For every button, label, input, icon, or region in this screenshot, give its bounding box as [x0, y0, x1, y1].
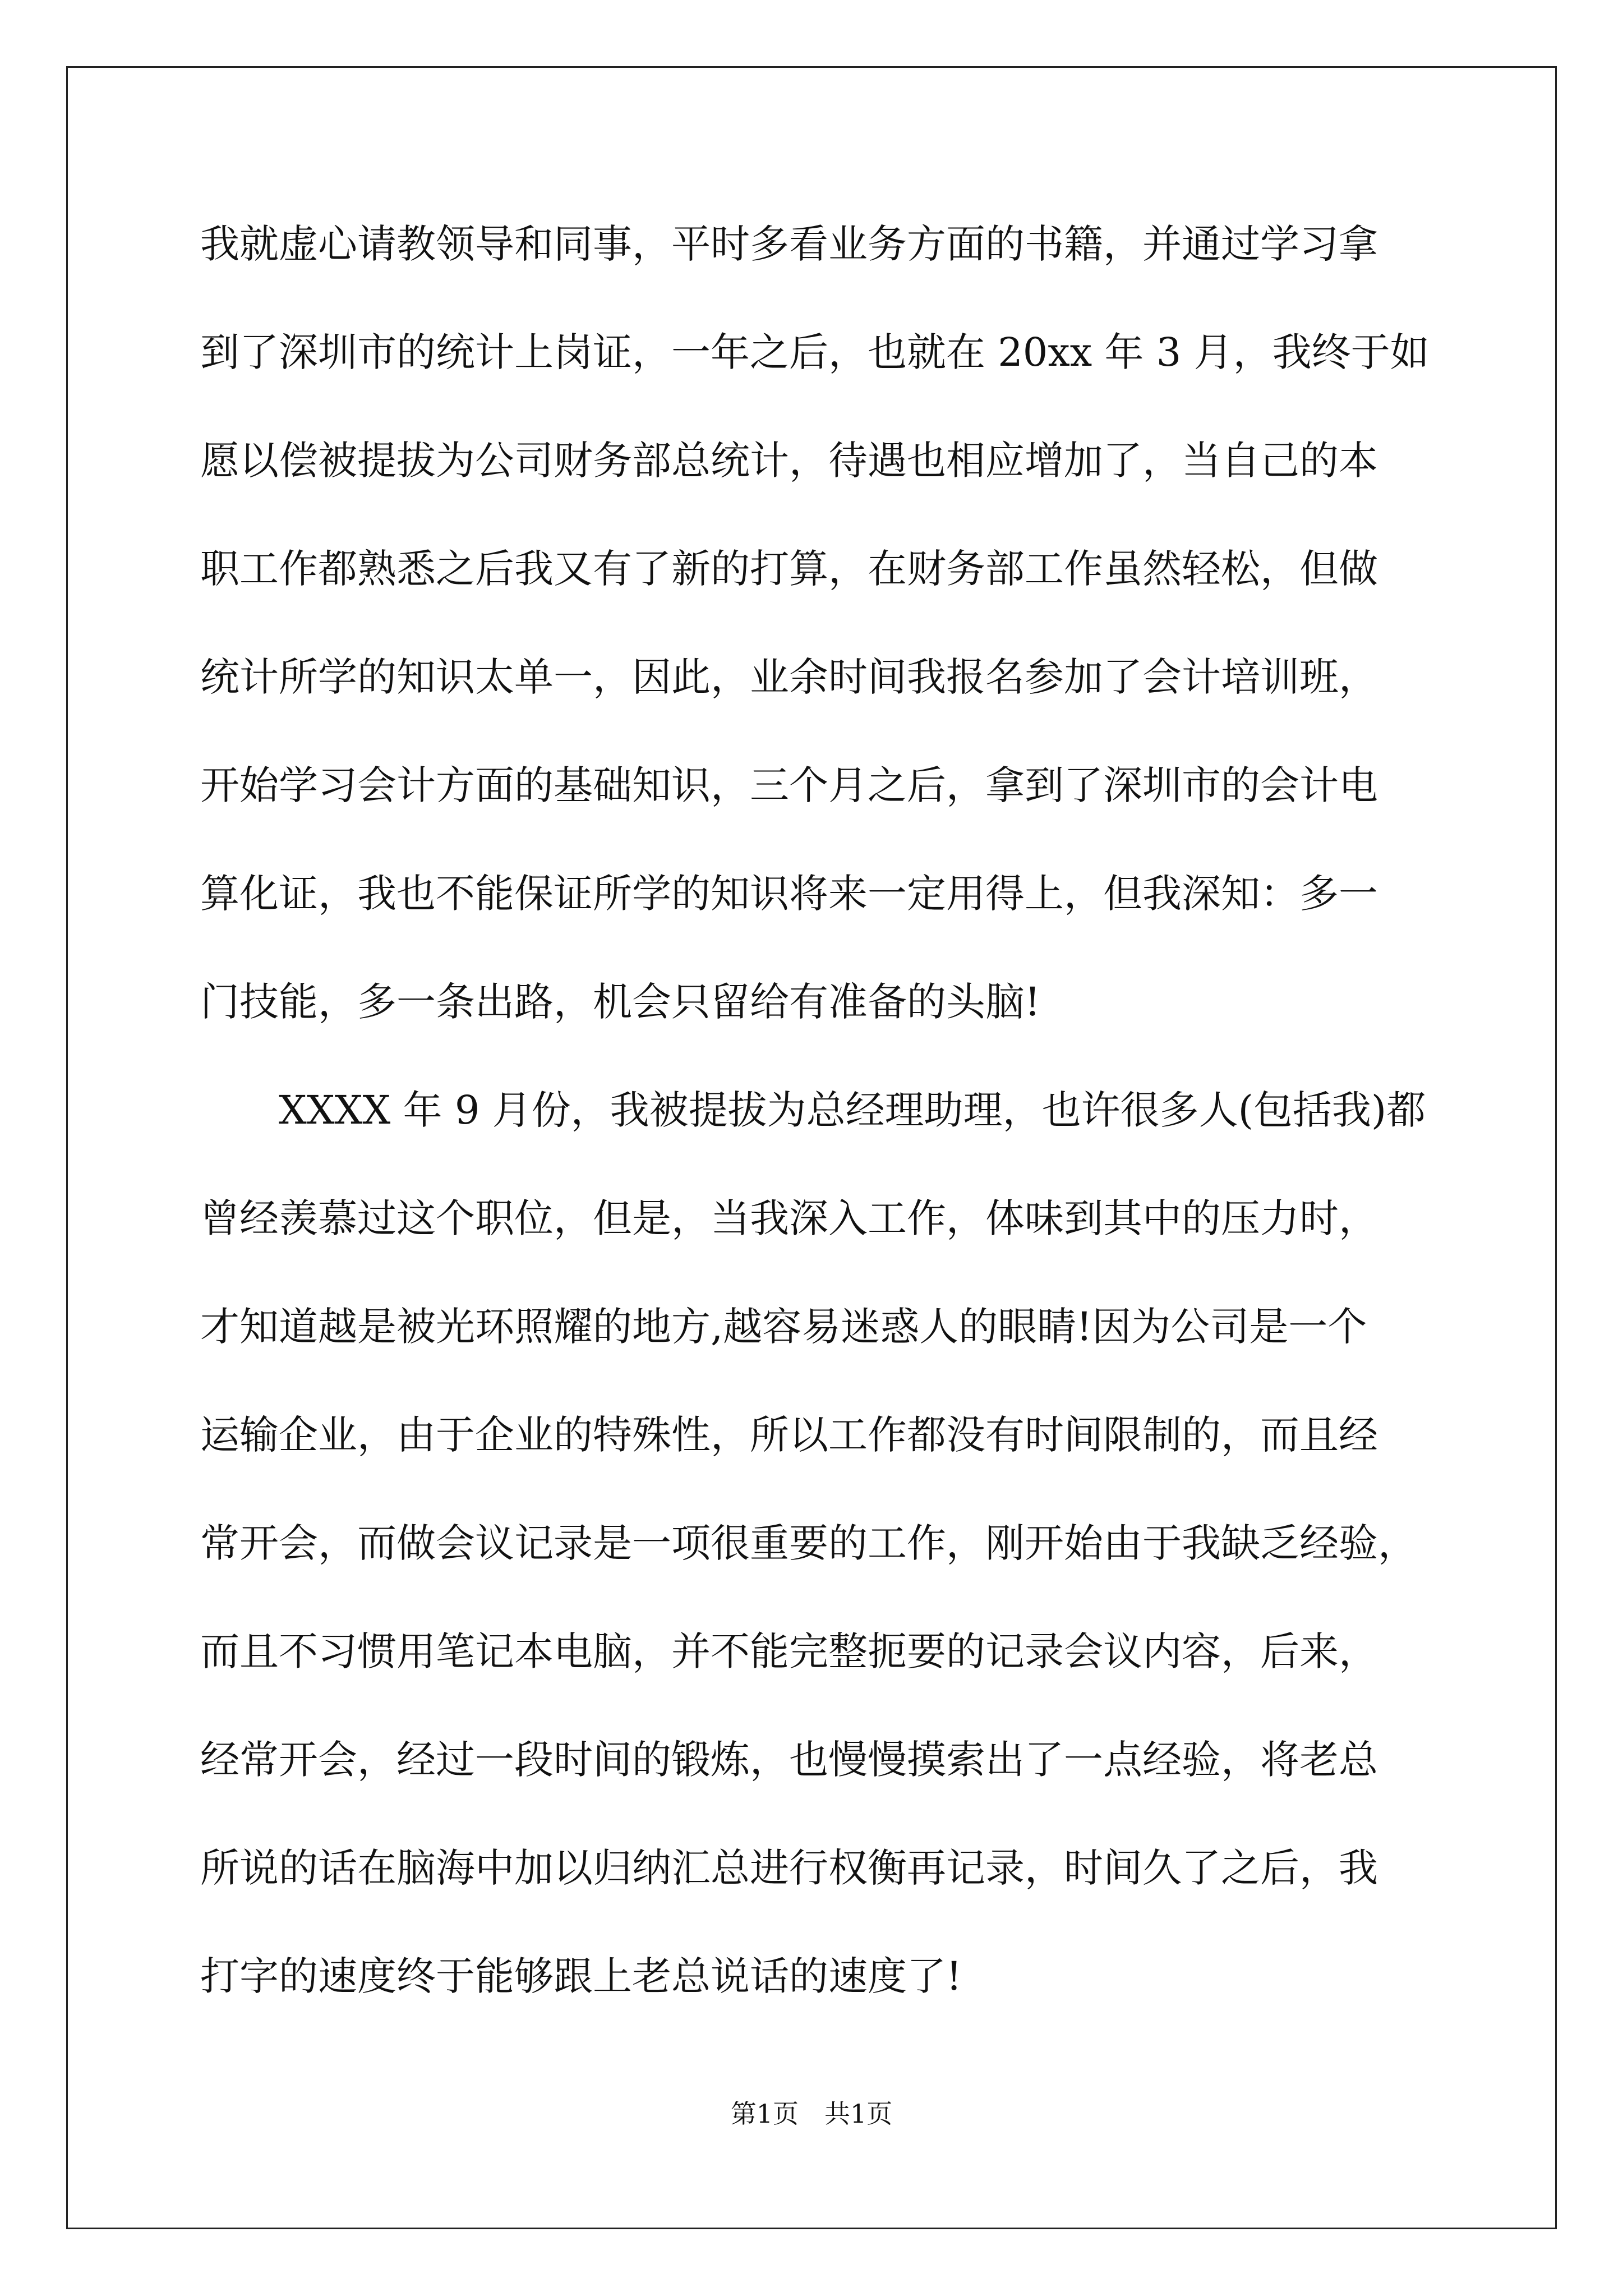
text-line: 所说的话在脑海中加以归纳汇总进行权衡再记录，时间久了之后，我 — [200, 1845, 1378, 1891]
page-footer — [0, 2097, 1623, 2131]
text-line: 算化证，我也不能保证所学的知识将来一定用得上，但我深知：多一 — [200, 871, 1378, 917]
text-line: 打字的速度终于能够跟上老总说话的速度了! — [200, 1953, 962, 1999]
text-line: 常开会，而做会议记录是一项很重要的工作，刚开始由于我缺乏经验， — [200, 1520, 1417, 1566]
text-line: 我就虚心请教领导和同事，平时多看业务方面的书籍，并通过学习拿 — [200, 221, 1378, 267]
text-line: 门技能，多一条出路，机会只留给有准备的头脑! — [200, 979, 1041, 1025]
paragraph-start-line: XXXX 年 9 月份，我被提拔为总经理助理，也许很多人(包括我)都 — [279, 1087, 1426, 1133]
text-line: 愿以偿被提拔为公司财务部总统计，待遇也相应增加了，当自己的本 — [200, 438, 1378, 484]
text-line: 曾经羡慕过这个职位，但是，当我深入工作，体味到其中的压力时， — [200, 1195, 1378, 1241]
text-line: 运输企业，由于企业的特殊性，所以工作都没有时间限制的，而且经 — [200, 1412, 1378, 1458]
text-line: 职工作都熟悉之后我又有了新的打算，在财务部工作虽然轻松，但做 — [200, 546, 1378, 592]
document-body — [200, 216, 1456, 2056]
text-line: 才知道越是被光环照耀的地方,越容易迷惑人的眼睛!因为公司是一个 — [200, 1304, 1367, 1350]
page-total: 共1页 — [824, 2099, 893, 2129]
text-line: 统计所学的知识太单一，因此，业余时间我报名参加了会计培训班， — [200, 654, 1378, 700]
text-line: 到了深圳市的统计上岗证，一年之后，也就在 20xx 年 3 月，我终于如 — [200, 329, 1430, 375]
text-line: 而且不习惯用笔记本电脑，并不能完整扼要的记录会议内容，后来， — [200, 1628, 1378, 1674]
page-number: 第1页 — [730, 2099, 799, 2129]
text-line: 开始学习会计方面的基础知识，三个月之后，拿到了深圳市的会计电 — [200, 762, 1378, 808]
text-line: 经常开会，经过一段时间的锻炼，也慢慢摸索出了一点经验，将老总 — [200, 1737, 1378, 1783]
